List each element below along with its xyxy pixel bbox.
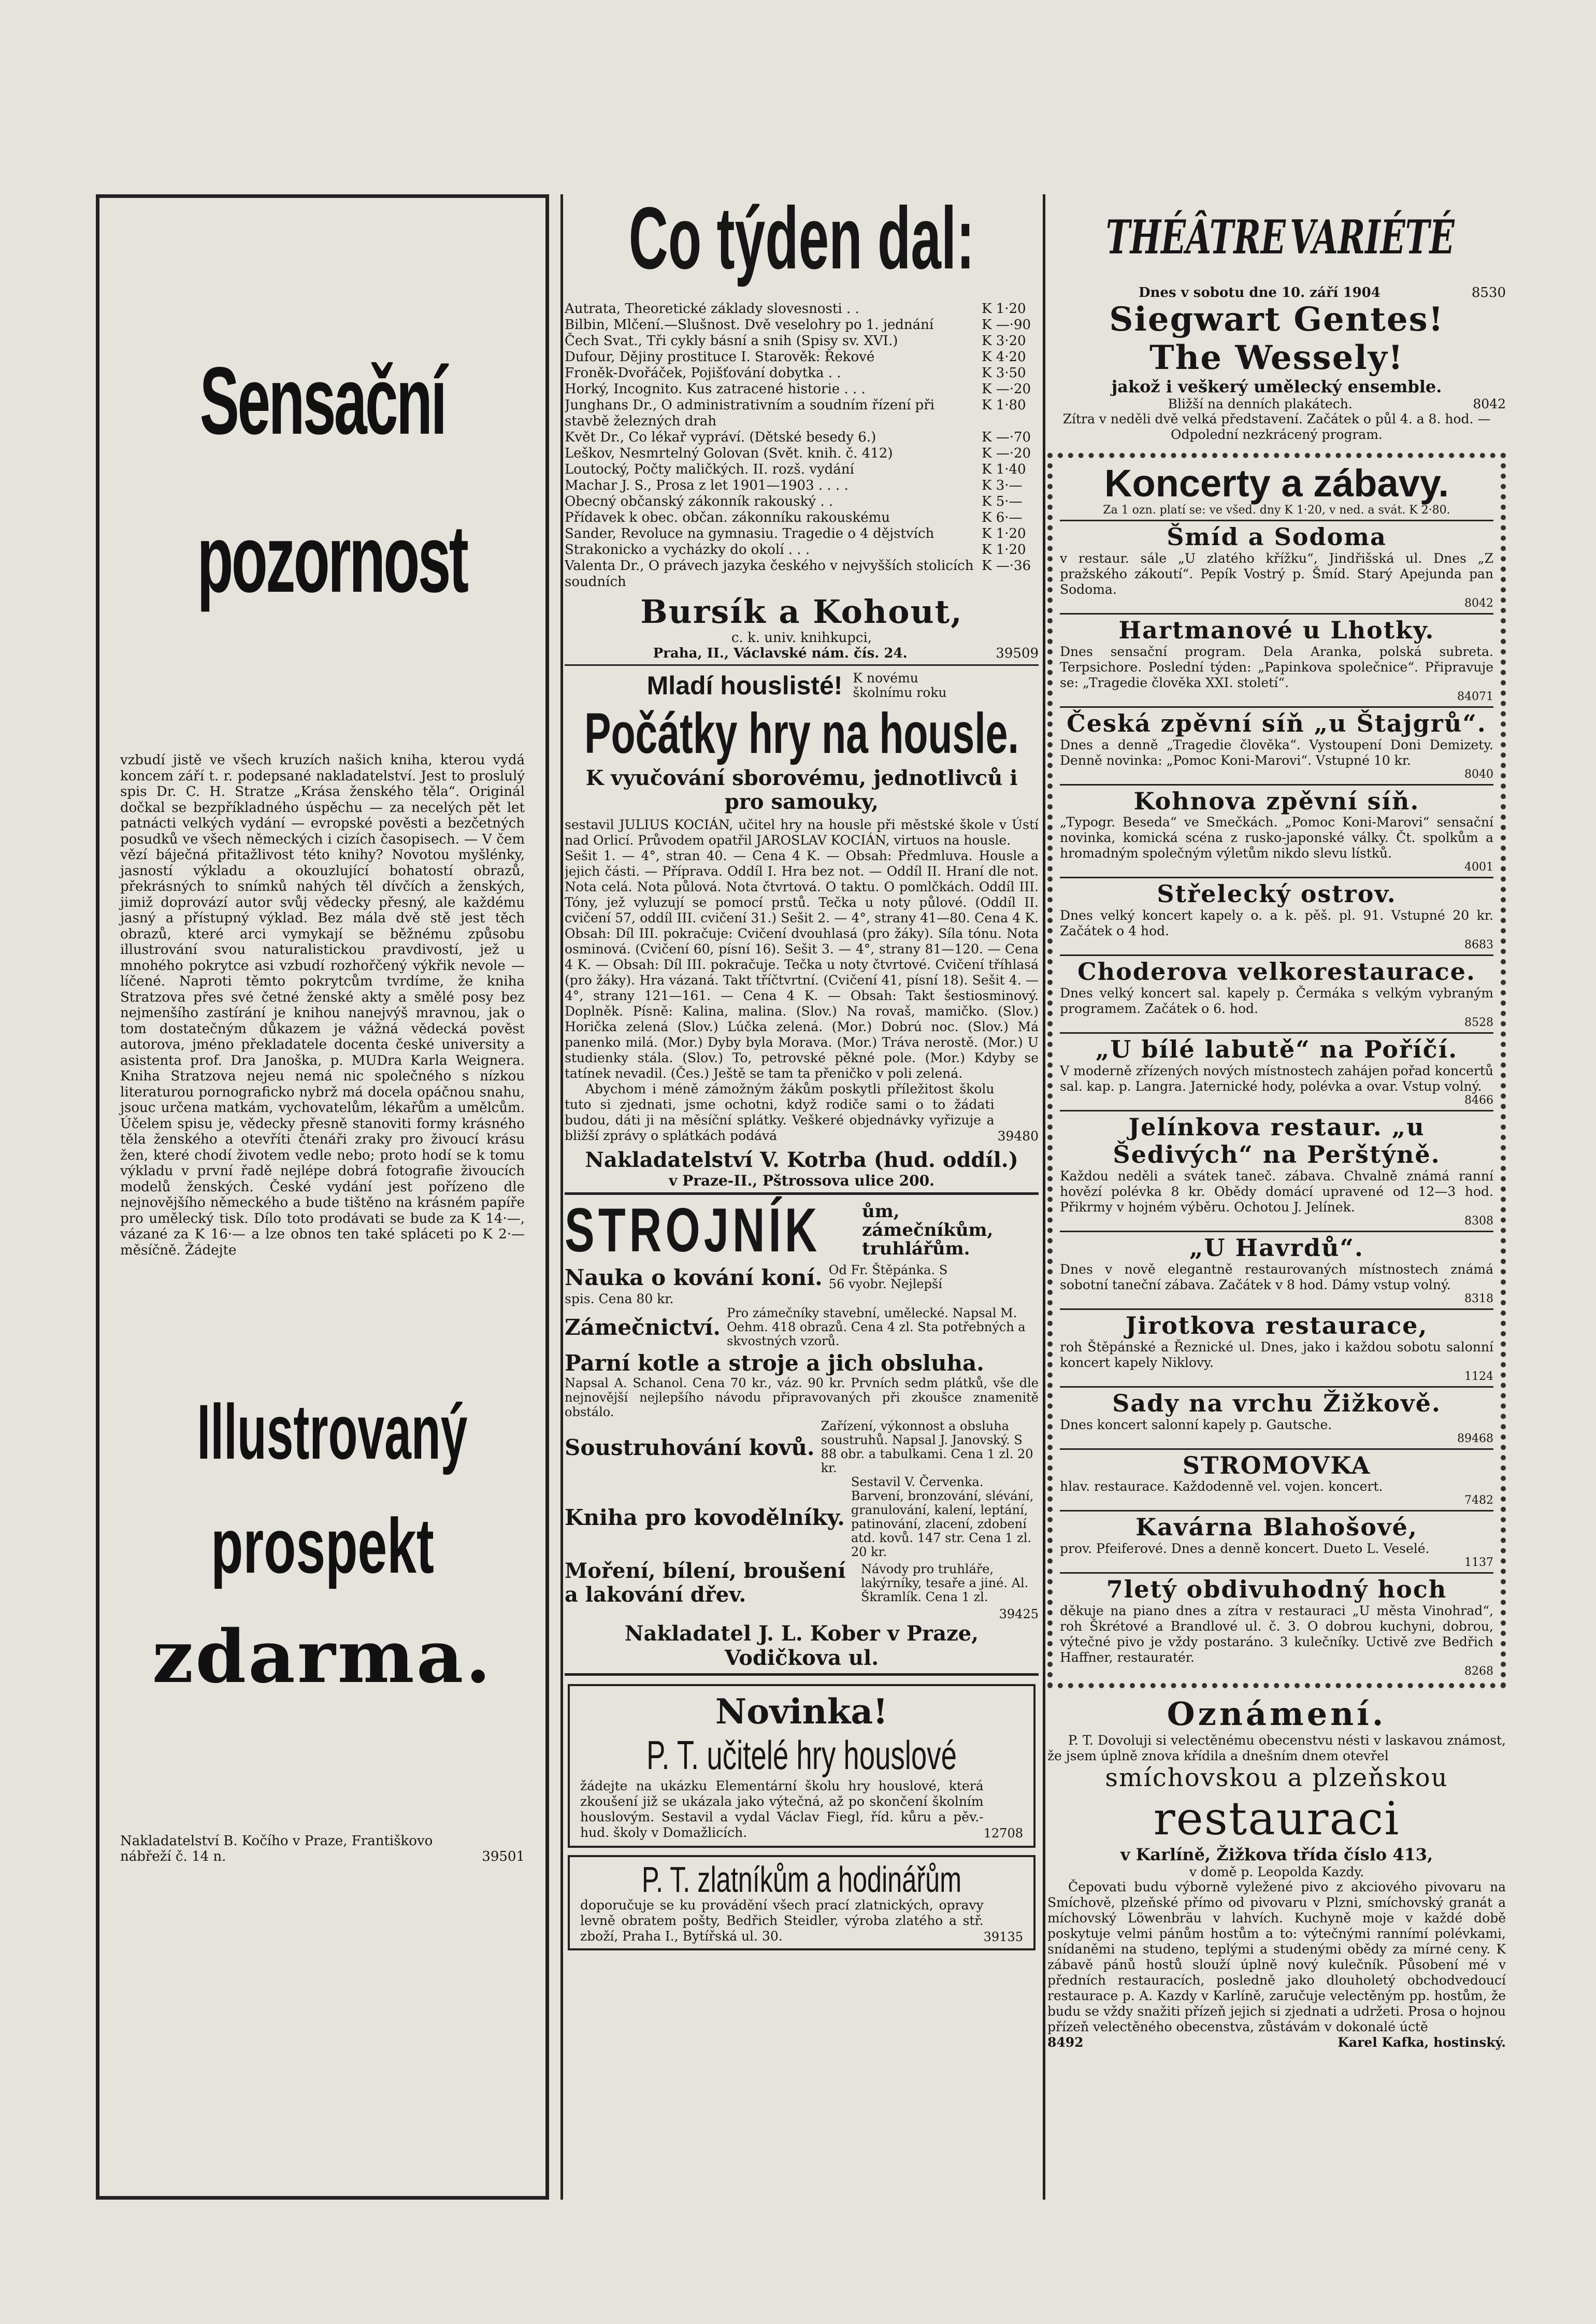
vyucovani-subheading: K vyučování sborovému, jednotlivců i pro samouky, <box>585 766 1018 815</box>
venue-body: Dnes koncert salonní kapely p. Gautsche. <box>1060 1417 1332 1432</box>
venue-item <box>1060 784 1493 874</box>
splatky-text: Abychom i méně zámožným žákům poskytli příležitost školu tuto si zjednati, jsme ochotni, když rodiče sami o to žádati budou, dáti ji na měsíční splátky. Veškeré objednávky vyřizuje a bližší zprávy o splátkách podává <box>565 1081 995 1144</box>
venue-number: 8042 <box>1464 596 1493 610</box>
book-price: K 3·— <box>982 478 1023 493</box>
book-row <box>565 558 1039 590</box>
novinka-heading: Novinka! <box>715 1691 888 1732</box>
venue-body: hlav. restaurace. Každodenně vel. vojen. koncert. <box>1060 1479 1383 1494</box>
koncerty-heading: Koncerty a zábavy. <box>1104 462 1449 505</box>
venue-name: Choderova velkorestaurace. <box>1077 958 1476 986</box>
theatre-logo-left: THÉÂTRE <box>1105 209 1286 265</box>
book-title: Obecný občanský zákonník rakouský . . <box>565 494 833 509</box>
book-title: Horký, Incognito. Kus zatracené historie . . . <box>565 381 866 397</box>
book-price: K 3·50 <box>982 365 1026 381</box>
book-row <box>565 526 1039 542</box>
column-rule-1 <box>560 194 563 2200</box>
book-price: K 1·20 <box>982 301 1026 317</box>
siegwart-gentes: Siegwart Gentes! <box>1109 300 1444 339</box>
book-price: K 1·20 <box>982 542 1026 558</box>
book-price: K 4·20 <box>982 349 1026 365</box>
venue-name: Šmíd a Sodoma <box>1167 522 1387 551</box>
parni-kotle-title: Parní kotle a stroje a jich obsluha. <box>565 1350 984 1376</box>
book-price: K —·36 <box>982 558 1031 574</box>
book-title: Bilbin, Mlčení.—Slušnost. Dvě veselohry po 1. jednání <box>565 317 934 333</box>
publisher-footer-number: 39501 <box>482 1849 525 1864</box>
book-title: Froněk-Dvořáček, Pojišťování dobytka . . <box>565 365 841 381</box>
venue-name: 7letý obdivuhodný hoch <box>1106 1575 1447 1604</box>
variete-date: Dnes v sobotu dne 10. září 1904 <box>1138 285 1381 301</box>
column-middle-ads <box>565 194 1039 2200</box>
zamecnictvi-side: Pro zámečníky stavební, umělecké. Napsal M. Oehm. 418 obrazů. Cena 4 zl. Sta potřebných a skvostných vzorů. <box>727 1306 1026 1349</box>
book-price: K 6·— <box>982 510 1023 525</box>
book-title: Autrata, Theoretické základy slovesnosti . . <box>565 301 859 317</box>
publisher-footer: Nakladatelství B. Kočího v Praze, Františkovo nábřeží č. 14 n. <box>120 1833 433 1864</box>
book-price: K 3·20 <box>982 333 1026 349</box>
advert-body-text: vzbudí jistě ve všech kruzích našich kniha, kterou vydá koncem září t. r. podepsané nakladatelství. Jest to proslulý spis Dr. C. H. Stratze „Krása ženského těla“. Originál dočkal se bezpříkladného úspěchu — za necelých pět let patnácti velkých vydání — evropské pověsti a bezčetných posudků ve všech německých i cizích časopisech. — V čem vězí báječná přitažlivost této knihy? Novotou myšlénky, jasností výkladu a okouzlující bohatostí obrazů, překrásných to snímků nahých těl dívčích a ženských, jimiž doprovází autor svůj vědecky přesný, ale každému jasný a přístupný výklad. Bez mála dvě stě jest těch obrazů, které arci vymykají se běžnému způsobu illustrování svou naturalistickou pravdivostí, jež u mnohého pokrytce asi vzbudí rozhořčený výkřik nevole — líčené. Naproti těmto pokrytcům tvrdíme, že kniha Stratzova přes své četné ženské akty a smělé posy bez nejmenšího zastírání je knihou nanejvýš mravnou, jak o tom dostatečným důkazem je vážná vědecká pověst autorova, jméno překladatele docenta české university a asistenta prof. Dra Janoška, p. MUDra Karla Weignera. Kniha Stratzova nejeu nemá nic společného s nízkou literaturou pornograficko nybrž má docela opáčnou snahu, jsouc určena matkám, vychovatelům, lékařům a umělcům. Účelem spisu je, vědecky přesně stanoviti formy krásného těla ženského a otevříti čtenáři zraky pro živoucí krásu žen, které chodí životem vedle nebo; proto hodí se k tomu výkladu v první řadě nejlépe dobrá fotografie živoucích modelů ženských. České vydání jest pořízeno dle nejnovějšího německého a bude tištěno na krásném papíře pro umělecký tisk. Dílo toto prodávati se bude za K 14·—, vázané za K 16·— a lze obnos ten také spláceti po K 2·— měsíčně. Žádejte <box>120 752 525 1258</box>
plakat-note-number: 8042 <box>1473 396 1506 412</box>
karlin-address: v Karlíně, Žižkova třída číslo 413, <box>1120 1844 1433 1864</box>
book-title: Junghans Dr., O administrativním a soudním řízení při stavbě železných drah <box>565 397 934 429</box>
book-title: Leškov, Nesmrtelný Golovan (Svět. knih. č. 412) <box>565 446 893 461</box>
novinka-box <box>568 1684 1036 1848</box>
venue-number: 8040 <box>1464 767 1493 781</box>
book-title: Dufour, Dějiny prostituce I. Starověk: Řekové <box>565 349 875 365</box>
zamecnictvi-title: Zámečnictví. <box>565 1315 721 1341</box>
venue-list <box>1060 520 1493 1678</box>
venue-number: 8308 <box>1464 1214 1493 1228</box>
venue-name: Hartmanové u Lhotky. <box>1118 616 1435 644</box>
venue-body: V moderně zřízených nových místnostech zahájen pořad koncertů sal. kap. p. Langra. Jaternické hody, polévka a ovar. Vstup volný. <box>1060 1063 1493 1094</box>
oznameni-intro: P. T. Dovoluji si velectěnému obecenstvu nésti v laskavou známost, že jsem úplně znova křídila a dnešním dnem otevřel <box>1047 1732 1506 1763</box>
koncerty-box <box>1047 453 1506 1688</box>
book-price: K —·20 <box>982 446 1031 461</box>
bursik-kohout-address: Praha, II., Václavské nám. čís. 24. <box>653 646 908 662</box>
venue-body: děkuje na piano dnes a zítra v restauraci „U města Vinohrad“, roh Škrétové a Brandlové ul. č. 3. O dobrou kuchyni, dobrou, výtečné pivo je vždy postaráno. 3 kulečníky. Uctivě zve Bedřich Haffner, restauratér. <box>1060 1603 1493 1665</box>
book-row <box>565 430 1039 446</box>
venue-number: 8318 <box>1464 1292 1493 1305</box>
venue-number: 89468 <box>1457 1432 1493 1445</box>
venue-number: 8528 <box>1464 1016 1493 1030</box>
venue-name: Česká zpěvní síň „u Štajgrů“. <box>1067 709 1487 737</box>
book-row <box>565 397 1039 430</box>
kotrba-address: v Praze-II., Pštrossova ulice 200. <box>669 1172 934 1190</box>
venue-body: Dnes a denně „Tragedie člověka“. Vystoupení Doni Demizety. Denně novinka: „Pomoc Koni-Marovi“. Vstupné 10 kr. <box>1060 737 1493 768</box>
oznameni-heading: Oznámení. <box>1167 1695 1387 1733</box>
venue-name: Kavárna Blahošové, <box>1135 1513 1418 1542</box>
nauka-price: spis. Cena 80 kr. <box>565 1291 674 1307</box>
moreni-title: Moření, bílení, broušení a lakování dřev. <box>565 1559 846 1607</box>
venue-body: v restaur. sále „U zlatého křížku“, Jindřišská ul. Dnes „Z pražského zákoutí“. Pepík Vostrý p. Šmíd. Starý Apejunda pan Sodoma. <box>1060 550 1493 597</box>
book-title: Valenta Dr., O právech jazyka českého v nejvyšších stolicích soudních <box>565 558 974 590</box>
zlatnici-box <box>568 1855 1036 1950</box>
book-row <box>565 301 1039 317</box>
soustruhovani-side: Zařízení, výkonnost a obsluha soustruhů. Napsal J. Janovský. S 88 obr. a tabulkami. Cena 1 zl. 20 kr. <box>821 1419 1033 1476</box>
venue-number: 8466 <box>1464 1094 1493 1107</box>
venue-name: „U Havrdů“. <box>1189 1233 1364 1262</box>
nauka-o-kovani-title: Nauka o kování koní. <box>565 1264 823 1290</box>
variete-date-number: 8530 <box>1471 285 1506 301</box>
book-title: Sander, Revoluce na gymnasiu. Tragedie o 4 dějstvích <box>565 526 934 541</box>
book-price: K 1·40 <box>982 462 1026 477</box>
book-list <box>565 301 1039 590</box>
zitra-note: Zítra v neděli dvě velká představení. Začátek o půl 4. a 8. hod. — Odpolední nezkrácený program. <box>1062 411 1491 443</box>
kober-publisher: Nakladatel J. L. Kober v Praze, Vodičkova ul. <box>565 1621 1039 1676</box>
venue-name: Střelecký ostrov. <box>1157 880 1397 908</box>
venue-name: Kohnova zpěvní síň. <box>1133 787 1420 815</box>
pocatky-hry-heading: Počátky hry na housle. <box>584 702 1019 766</box>
book-title: Loutocký, Počty maličkých. II. rozš. vydání <box>565 462 854 477</box>
karlin-sub: v domě p. Leopolda Kazdy. <box>1189 1864 1364 1879</box>
book-row <box>565 494 1039 510</box>
venue-item <box>1060 1231 1493 1305</box>
venue-name: Jirotkova restaurace, <box>1125 1311 1428 1339</box>
book-title: Čech Svat., Tři cykly básní a snih (Spisy sv. XVI.) <box>565 333 898 349</box>
venue-body: Dnes velký koncert sal. kapely p. Čermáka s velkým vybraným programem. Začátek o 6. hod. <box>1060 986 1493 1017</box>
book-price: K 1·20 <box>982 526 1026 541</box>
heading-co-tyden-dal: Co týden dal: <box>628 194 975 288</box>
venue-item <box>1060 954 1493 1029</box>
restauraci-heading: restauraci <box>1153 1791 1400 1845</box>
venue-name: „U bílé labutě“ na Poříčí. <box>1095 1035 1458 1064</box>
bursik-kohout-number: 39509 <box>996 646 1039 662</box>
bursik-kohout-sub: c. k. univ. knihkupci, <box>731 630 872 646</box>
headline-zdarma: zdarma. <box>152 1615 493 1700</box>
theatre-logo-right: VARIÉTÉ <box>1289 209 1455 265</box>
venue-body: Každou neděli a svátek taneč. zábava. Chvalně známá ranní hovězí polévka 8 kr. Obědy domácí upravené od 12—3 hod. Přikrmy v hojném výběru. Ochotou J. Jelínek. <box>1060 1168 1493 1215</box>
book-title: Strakonicko a vycházky do okolí . . . <box>565 542 810 558</box>
venue-item <box>1060 1572 1493 1678</box>
headline-prospekt: prospekt <box>211 1502 434 1589</box>
book-row <box>565 365 1039 381</box>
plakat-note: Bližší na denních plakátech. <box>1168 396 1353 412</box>
book-row <box>565 478 1039 494</box>
venue-number: 7482 <box>1464 1494 1493 1507</box>
nauka-o-kovani-side: Od Fr. Štěpánka. S 56 vyobr. Nejlepší <box>828 1263 948 1292</box>
signature-kafka: Karel Kafka, hostinský. <box>1338 2034 1506 2050</box>
mladi-houslisti-heading: Mladí houslisté! <box>646 671 843 701</box>
sesity-contents: Sešit 1. — 4°, stran 40. — Cena 4 K. — Obsah: Předmluva. Housle a jejich části. — Příprava. Oddíl I. Hra bez not. — Oddíl II. Hraní dle not. Nota celá. Nota půlová. Nota čtvrtová. O taktu. O pomlčkách. Oddíl III. Tóny, jež vyluzují se pomocí prstů. Tečka u noty půlové. (Oddíl II. cvičení 57, oddíl III. cvičení 31.) Sešit 2. — 4°, strany 41—80. Cena 4 K. Obsah: Díl III. pokračuje: Cvičení dvouhlasá (pro žáky). Síla tónu. Nota osminová. (Cvičení 60, písní 16). Sešit 3. — 4°, strany 81—120. — Cena 4 K. — Obsah: Díl III. pokračuje. Tečka u noty čtvrtové. Cvičení tříhlasá (pro žáky). Hra vázaná. Takt tříčtvrtní. (Cvičení 41, písní 18). Sešit 4. — 4°, strany 121—161. — Cena 4 K. — Obsah: Takt šestiosminový. Doplněk. Písně: Kalina, malina. (Slov.) Na rovaš, mamičko. (Slov.) Horička zelená (Slov.) Lúčka zelená. (Mor.) Dobrú noc. (Slov.) Má panenko milá. (Mor.) Dyby byla Morava. (Mor.) Tráva nerostě. (Mor.) U studienky stála. (Slov.) To, petrovské pěkné pole. (Mor.) Kdyby se tatínek nevadil. (Čes.) Ještě se tam ta přeničko v poli zelená. <box>565 848 1039 1081</box>
venue-item <box>1060 1510 1493 1569</box>
book-price: K 1·80 <box>982 397 1026 413</box>
zlatnici-number: 39135 <box>983 1930 1023 1945</box>
venue-body: prov. Pfeiferové. Dnes a denně koncert. Dueto L. Veselé. <box>1060 1541 1430 1557</box>
kniha-kovodelniky-title: Kniha pro kovodělníky. <box>565 1504 845 1530</box>
venue-number: 1124 <box>1464 1370 1493 1383</box>
venue-number: 8683 <box>1464 938 1493 952</box>
column-left-advert <box>96 194 549 2200</box>
venue-item <box>1060 1448 1493 1507</box>
bursik-kohout-name: Bursík a Kohout, <box>640 593 963 631</box>
oznameni-body: Čepovati budu výborně vyležené pivo z akciového pivovaru na Smíchově, plzeňské přímo od pivovaru v Plzni, smíchovský granát a míchovský Löwenbräu v lahvích. Kuchyně moje v každé době poskytuje velmi pánům hostům a to: výtečnými rannímí polévkami, snídaněmi na studeno, teplými a studenými obědy za mírné ceny. K zábavě pánů hostů slouží úplně nový kulečník. Působení mé v předních restauracích, posledně jako dlouholetý obchodvedoucí restaurace p. A. Kazdy v Karlíně, zaručuje velectěným pp. hostům, že budu se vždy snažiti přízeň jejich si zjednati a udržeti. Prosa o hojnou přízeň velectěného obecenstva, zůstávám v dokonalé úctě <box>1047 1879 1506 2034</box>
parni-kotle-body: Napsal A. Schanol. Cena 70 kr., váz. 90 kr. Prvních sedm plátků, vše dle nejnovější nejlepšího návodu připravovaných při zkoušce znamenitě obstálo. <box>565 1376 1039 1420</box>
pt-ucitele-heading: P. T. učitelé hry houslové <box>646 1732 957 1778</box>
book-title: Květ Dr., Co lékař vypráví. (Dětské besedy 6.) <box>565 430 876 445</box>
book-row <box>565 317 1039 333</box>
vyucovani-intro: sestavil JULIUS KOCIÁN, učitel hry na housle při městské škole v Ústí nad Orlicí. Průvodem opatřil JAROSLAV KOCIÁN, virtuos na housle. <box>565 817 1039 848</box>
the-wessely: The Wessely! <box>1149 338 1404 377</box>
mladi-houslisti-side: K novému školnímu roku <box>853 671 947 701</box>
venue-number: 4001 <box>1464 861 1493 874</box>
venue-body: roh Štěpánské a Řeznické ul. Dnes, jako i každou sobotu salonní koncert kapely Niklovy. <box>1060 1339 1493 1370</box>
strojnik-side: ům, zámečníkům, truhlářům. <box>862 1201 994 1260</box>
strojnik-heading: STROJNÍK <box>565 1195 821 1265</box>
venue-name: Jelínkova restaur. „u Šedivých“ na Perštýně. <box>1113 1113 1441 1168</box>
venue-number: 1137 <box>1464 1556 1493 1570</box>
venue-name: STROMOVKA <box>1182 1451 1371 1479</box>
book-row <box>565 462 1039 478</box>
venue-item <box>1060 1386 1493 1445</box>
venue-name: Sady na vrchu Žižkově. <box>1112 1389 1441 1417</box>
book-title: Přídavek k obec. občan. zákonníku rakouskému <box>565 510 890 525</box>
venue-body: „Typogr. Beseda“ ve Smečkách. „Pomoc Koni-Marovi“ sensační novinka, komická scéna z rusko-japonské války. Čt. spolkům a hromadným společným výletům nikdo slevu lístků. <box>1060 815 1493 861</box>
venue-item <box>1060 1032 1493 1107</box>
pt-ucitele-number: 12708 <box>983 1826 1023 1841</box>
headline-sensacni: Sensační <box>199 348 445 454</box>
oznameni-number: 8492 <box>1047 2034 1084 2050</box>
venue-item <box>1060 877 1493 951</box>
ensemble-line: jakož i veškerý umělecký ensemble. <box>1111 377 1442 397</box>
headline-pozornost: pozornost <box>197 506 467 612</box>
book-row <box>565 381 1039 397</box>
venue-body: Dnes velký koncert kapely o. a k. pěš. pl. 91. Vstupné 20 kr. Začátek o 4 hod. <box>1060 908 1493 939</box>
venue-item <box>1060 520 1493 610</box>
book-row <box>565 333 1039 349</box>
soustruhovani-title: Soustruhování kovů. <box>565 1434 815 1460</box>
column-rule-2 <box>1043 194 1045 2200</box>
venue-body: Dnes sensační program. Dela Aranka, polská subreta. Terpsichore. Poslední týden: „Papinkova společnice“. Připravuje se: „Tragedie člověka XXI. století“. <box>1060 644 1493 690</box>
book-price: K —·20 <box>982 381 1031 397</box>
venue-item <box>1060 613 1493 703</box>
pt-ucitele-body: žádejte na ukázku Elementární školu hry houslové, která zkoušení již se ukázala jako výtečná, až po skončení školním houslovým. Sestavil a vydal Václav Fiegl, říd. kůru a pěv.-hud. školy v Domažlicích. <box>580 1778 984 1841</box>
venue-number: 84071 <box>1457 690 1493 703</box>
venue-item <box>1060 1110 1493 1228</box>
book-row <box>565 446 1039 462</box>
moreni-number: 39425 <box>999 1607 1039 1622</box>
kniha-kovodelniky-side: Sestavil V. Červenka. Barvení, bronzování, slévání, granulování, kalení, leptání, patinování, zlacení, zdobení atd. kovů. 147 str. Cena 1 zl. 20 kr. <box>851 1475 1034 1560</box>
koncerty-price-note: Za 1 ozn. platí se: ve všed. dny K 1·20, v ned. a svát. K 2·80. <box>1103 503 1450 517</box>
column-right-entertainment <box>1047 194 1506 2200</box>
moreni-side: Návody pro truhláře, lakýrníky, tesaře a jiné. Al. Škramlík. Cena 1 zl. <box>861 1561 1029 1604</box>
venue-item <box>1060 1308 1493 1383</box>
venue-body: Dnes v nově elegantně restaurovaných místnostech známá sobotní taneční zábava. Začátek v 8 hod. Dámy vstup volný. <box>1060 1261 1493 1292</box>
headline-illustrovany: Illustrovaný <box>197 1388 468 1475</box>
zlatnici-body: doporučuje se ku provádění všech prací zlatnických, opravy levně obratem pošty, Bedřich Steidler, výroba zlatého a stř. zboží, Praha I., Bytířská ul. 30. <box>580 1898 984 1944</box>
book-price: K 5·— <box>982 494 1023 509</box>
kotrba-publisher: Nakladatelství V. Kotrba (hud. oddíl.) <box>585 1148 1018 1173</box>
book-title: Machar J. S., Prosa z let 1901—1903 . . . . <box>565 478 849 493</box>
venue-number: 8268 <box>1464 1665 1493 1678</box>
venue-item <box>1060 706 1493 781</box>
book-row <box>565 349 1039 365</box>
zlatnici-heading: P. T. zlatníkům a hodinářům <box>641 1859 962 1900</box>
book-price: K —·70 <box>982 430 1031 445</box>
smichovskou-plzenskou: smíchovskou a plzeňskou <box>1105 1763 1448 1792</box>
book-price: K —·90 <box>982 317 1031 333</box>
book-row <box>565 542 1039 558</box>
book-row <box>565 510 1039 526</box>
splatky-number: 39480 <box>997 1129 1039 1144</box>
